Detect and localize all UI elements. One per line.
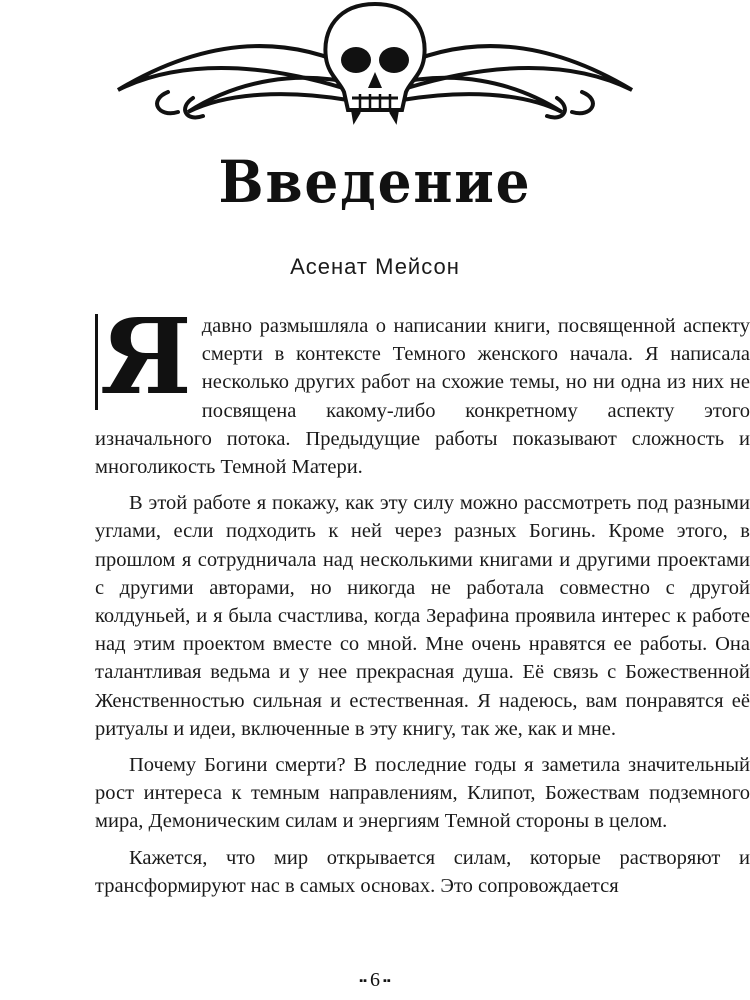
- paragraph: В этой работе я покажу, как эту силу можно рассмотреть под разными углами, если подходить к ней через разных Богинь. Кроме этого, в прошлом я сотрудничала над несколькими книгами и другими проектами с другими авторами, но никогда не работала совместно с другой колдуньей, и я была счастлива, когда Зерафина проявила интерес к работе над этим проектом вместе со мной. Мне очень нравятся ее работы. Она талантливая ведьма и у нее прекрасная душа. Её связь с Божественной Женственностью сильная и естественная. Я надеюсь, вам понравятся её ритуалы и идеи, включенные в эту книгу, так же, как и мне.: [95, 492, 750, 740]
- page-number-value: 6: [370, 969, 380, 991]
- paragraph: [95, 295, 750, 481]
- paragraph: Почему Богини смерти? В последние годы я заметила значительный рост интереса к темным направлениям, Клипот, Божествам подземного мира, Демоническим силам и энергиям Темной стороны в целом.: [95, 754, 750, 833]
- page-number: [0, 969, 750, 992]
- author-name: Асенат Мейсон: [290, 254, 460, 279]
- ornament-dot-icon: ▪▪: [359, 975, 367, 988]
- body-text: [95, 295, 750, 908]
- paragraph-text: давно размышляла о написании книги, посвященной аспекту смерти в контексте Темного женского начала. Я написала несколько других работ на схожие темы, но ни одна из них не посвящена какому-либо конкретному аспекту этого изначального потока. Предыдущие работы показывают сложность и многоликость Темной Матери.: [95, 315, 750, 479]
- page-title: Введение: [218, 148, 532, 216]
- ornament-dot-icon: ▪▪: [383, 975, 391, 988]
- paragraph: Кажется, что мир открывается силам, которые растворяют и трансформируют нас в самых основах. Это сопровождается: [95, 846, 750, 897]
- drop-cap: Я: [95, 314, 194, 410]
- skull-with-wings-icon: [108, 0, 642, 128]
